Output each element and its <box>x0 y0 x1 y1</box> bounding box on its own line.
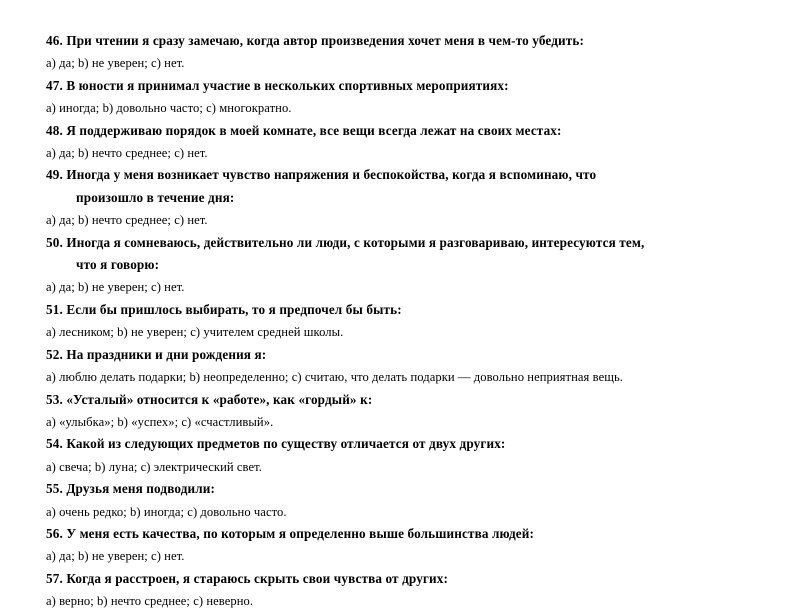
answer-options: a) свеча; b) луна; c) электрический свет. <box>46 459 262 474</box>
question-item <box>46 164 752 231</box>
question-number: 56. <box>46 525 63 541</box>
question-item <box>46 478 752 523</box>
question-text <box>46 478 752 500</box>
question-text <box>46 75 752 97</box>
answer-options: a) да; b) нечто среднее; c) нет. <box>46 146 208 161</box>
question-number: 51. <box>46 301 63 317</box>
question-text <box>46 523 752 545</box>
question-body: У меня есть качества, по которым я определенно выше большинства людей: <box>66 525 535 541</box>
answer-options: a) «улыбка»; b) «успех»; c) «счастливый». <box>46 414 274 429</box>
question-text <box>46 344 752 366</box>
answer-options: a) очень редко; b) иногда; c) довольно часто. <box>46 504 287 519</box>
question-number: 47. <box>46 77 63 93</box>
question-item <box>46 232 752 299</box>
question-body: «Усталый» относится к «работе», как «гордый» к: <box>66 391 373 407</box>
question-list <box>46 30 752 613</box>
question-number: 52. <box>46 346 63 362</box>
answer-options: a) да; b) не уверен; c) нет. <box>46 280 185 295</box>
answer-options: a) люблю делать подарки; b) неопределенно; c) считаю, что делать подарки — довольно неприятная вещь. <box>46 370 623 385</box>
question-text <box>46 389 752 411</box>
answer-options: a) да; b) не уверен; c) нет. <box>46 56 185 71</box>
question-text <box>46 164 752 186</box>
question-item <box>46 568 752 613</box>
question-body: Когда я расстроен, я стараюсь скрыть свои чувства от других: <box>66 570 449 586</box>
question-item <box>46 30 752 75</box>
question-number: 54. <box>46 436 63 452</box>
question-item <box>46 299 752 344</box>
question-text <box>46 232 752 254</box>
question-body: В юности я принимал участие в нескольких спортивных мероприятиях: <box>66 77 509 93</box>
question-number: 48. <box>46 122 63 138</box>
question-number: 57. <box>46 570 63 586</box>
question-body: Иногда у меня возникает чувство напряжения и беспокойства, когда я вспоминаю, что <box>66 167 597 183</box>
question-body: При чтении я сразу замечаю, когда автор произведения хочет меня в чем-то убедить: <box>66 33 584 48</box>
question-body: Какой из следующих предметов по существу отличается от двух других: <box>66 436 506 452</box>
question-body: На праздники и дни рождения я: <box>66 346 267 362</box>
answer-options: a) да; b) не уверен; c) нет. <box>46 549 185 564</box>
answer-options: a) да; b) нечто среднее; c) нет. <box>46 213 208 228</box>
question-number: 50. <box>46 234 63 250</box>
question-text <box>46 30 752 52</box>
question-number: 55. <box>46 481 63 497</box>
question-text <box>46 433 752 455</box>
question-text-continuation: что я говорю: <box>76 257 160 273</box>
question-body: Если бы пришлось выбирать, то я предпочел бы быть: <box>66 301 402 317</box>
question-text <box>46 299 752 321</box>
answer-options: a) иногда; b) довольно часто; c) многократно. <box>46 101 292 116</box>
question-number: 53. <box>46 391 63 407</box>
question-body: Я поддерживаю порядок в моей комнате, все вещи всегда лежат на своих местах: <box>66 122 562 138</box>
question-item <box>46 523 752 568</box>
question-text <box>46 120 752 142</box>
answer-options: a) верно; b) нечто среднее; c) неверно. <box>46 594 254 609</box>
question-number: 49. <box>46 167 63 183</box>
question-item <box>46 344 752 389</box>
question-body: Иногда я сомневаюсь, действительно ли люди, с которыми я разговариваю, интересуются тем, <box>66 234 645 250</box>
question-number: 46. <box>46 33 63 48</box>
question-item <box>46 75 752 120</box>
question-item <box>46 433 752 478</box>
question-text-continuation: произошло в течение дня: <box>76 189 235 205</box>
answer-options: a) лесником; b) не уверен; c) учителем средней школы. <box>46 325 344 340</box>
question-item <box>46 120 752 165</box>
question-text <box>46 568 752 590</box>
question-body: Друзья меня подводили: <box>66 481 216 497</box>
question-item <box>46 389 752 434</box>
